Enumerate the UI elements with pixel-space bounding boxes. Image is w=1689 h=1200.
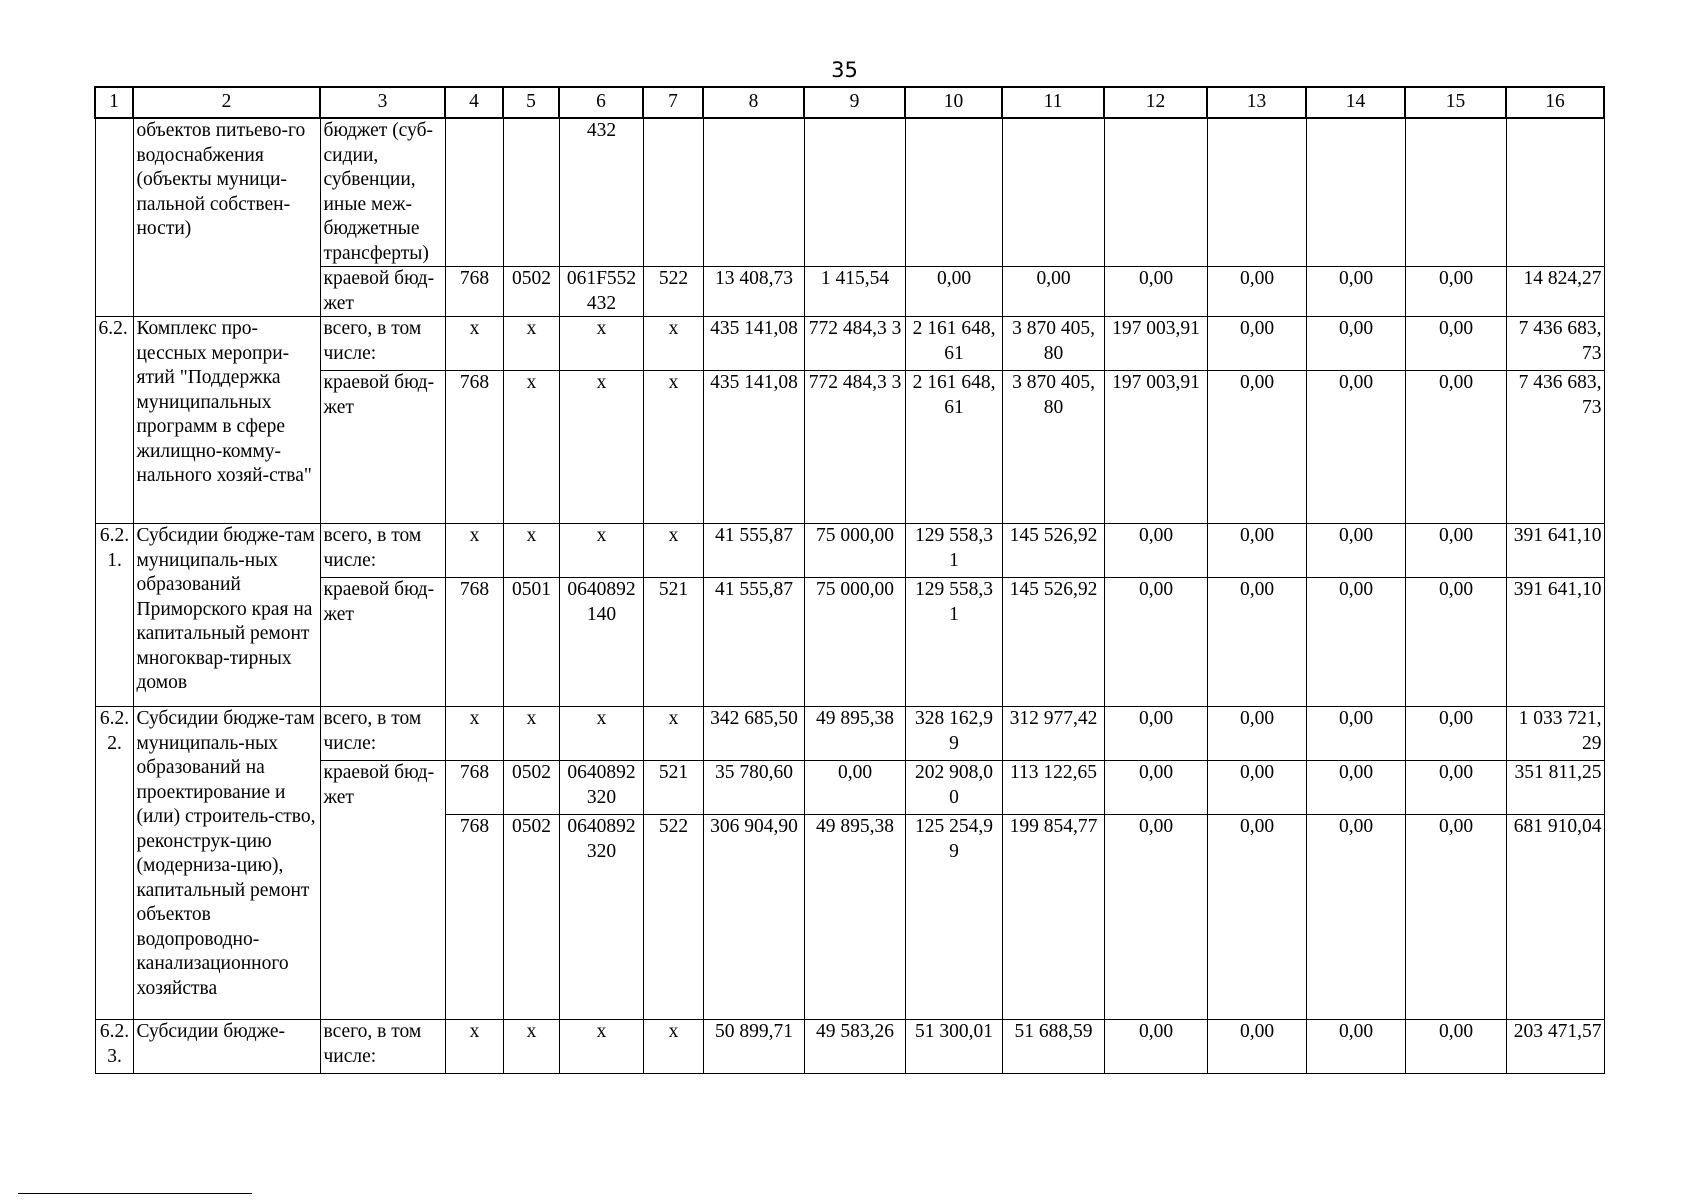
cell: 197 003,91	[1104, 371, 1207, 524]
column-number: 13	[1207, 87, 1306, 118]
column-number: 10	[905, 87, 1002, 118]
cell: 0,00	[1405, 707, 1506, 761]
cell: 0,00	[1104, 815, 1207, 1020]
cell: 0502	[503, 267, 559, 317]
cell: 49 895,38	[804, 815, 905, 1020]
cell: 768	[445, 578, 503, 707]
cell: 768	[445, 761, 503, 815]
cell: 768	[445, 267, 503, 317]
cell: 0,00	[1306, 578, 1405, 707]
cell: x	[559, 371, 643, 524]
cell: 49 583,26	[804, 1020, 905, 1074]
cell: 199 854,77	[1002, 815, 1104, 1020]
cell: 772 484,3 3	[804, 371, 905, 524]
cell: 0,00	[1104, 267, 1207, 317]
funding-source: краевой бюд-жет	[320, 578, 445, 707]
cell: 0,00	[1405, 524, 1506, 578]
cell: 342 685,50	[703, 707, 804, 761]
cell: x	[559, 524, 643, 578]
funding-source: всего, в том числе:	[320, 707, 445, 761]
cell: 13 408,73	[703, 267, 804, 317]
cell: 2 161 648, 61	[905, 371, 1002, 524]
cell: 0,00	[1207, 317, 1306, 371]
cell: 0640892 320	[559, 761, 643, 815]
funding-source: краевой бюд-жет	[320, 371, 445, 524]
item-number: 6.2. 3.	[95, 1020, 133, 1074]
cell: 125 254,9 9	[905, 815, 1002, 1020]
cell: 0,00	[1104, 524, 1207, 578]
cell: 0,00	[1306, 761, 1405, 815]
cell: 0,00	[1207, 761, 1306, 815]
cell: 522	[643, 815, 703, 1020]
cell: 202 908,0 0	[905, 761, 1002, 815]
cell: 75 000,00	[804, 524, 905, 578]
cell: 0,00	[1306, 371, 1405, 524]
column-number: 7	[643, 87, 703, 118]
cell: 0,00	[905, 267, 1002, 317]
cell: 49 895,38	[804, 707, 905, 761]
cell	[703, 118, 804, 267]
cell: x	[559, 317, 643, 371]
cell: x	[503, 524, 559, 578]
cell: 0,00	[1207, 815, 1306, 1020]
column-number: 15	[1405, 87, 1506, 118]
column-number: 3	[320, 87, 445, 118]
cell: 0,00	[1306, 707, 1405, 761]
cell: x	[643, 1020, 703, 1074]
cell: 0,00	[1207, 371, 1306, 524]
column-number: 1	[95, 87, 133, 118]
cell: 435 141,08	[703, 317, 804, 371]
cell: 521	[643, 761, 703, 815]
cell	[1306, 118, 1405, 267]
cell: x	[559, 707, 643, 761]
cell: 432	[559, 118, 643, 267]
table-row	[95, 524, 1604, 578]
cell	[1002, 118, 1104, 267]
cell	[1207, 118, 1306, 267]
cell	[1104, 118, 1207, 267]
cell: 0,00	[804, 761, 905, 815]
cell: 391 641,10	[1506, 578, 1604, 707]
item-name: Комплекс про-цессных меропри-ятий "Поддержка муниципальных программ в сфере жилищно-комму-нального хозяй-ства"	[133, 317, 320, 524]
cell: 0640892 140	[559, 578, 643, 707]
cell: 0,00	[1405, 761, 1506, 815]
cell: 203 471,57	[1506, 1020, 1604, 1074]
cell: 113 122,65	[1002, 761, 1104, 815]
cell: 351 811,25	[1506, 761, 1604, 815]
cell: 768	[445, 815, 503, 1020]
cell: 1 415,54	[804, 267, 905, 317]
item-name: Субсидии бюдже-	[133, 1020, 320, 1074]
cell: 061F552 432	[559, 267, 643, 317]
cell	[905, 118, 1002, 267]
item-number	[95, 118, 133, 317]
table-row	[95, 371, 1604, 524]
item-name: объектов питьево-го водоснабжения (объекты муници-пальной собствен-ности)	[133, 118, 320, 317]
cell: 0,00	[1306, 1020, 1405, 1074]
table-row	[95, 578, 1604, 707]
cell: 35 780,60	[703, 761, 804, 815]
column-number: 5	[503, 87, 559, 118]
cell: 312 977,42	[1002, 707, 1104, 761]
cell: 328 162,9 9	[905, 707, 1002, 761]
cell: 391 641,10	[1506, 524, 1604, 578]
item-number: 6.2. 2.	[95, 707, 133, 1020]
cell: 0,00	[1306, 317, 1405, 371]
funding-source: бюджет (суб-сидии, субвенции, иные меж-бюджетные трансферты)	[320, 118, 445, 267]
cell: 0,00	[1207, 578, 1306, 707]
cell: 7 436 683, 73	[1506, 371, 1604, 524]
cell: 41 555,87	[703, 578, 804, 707]
cell: 0,00	[1306, 815, 1405, 1020]
cell: 51 300,01	[905, 1020, 1002, 1074]
cell: 0,00	[1104, 761, 1207, 815]
column-number: 12	[1104, 87, 1207, 118]
cell: 772 484,3 3	[804, 317, 905, 371]
cell: 0,00	[1002, 267, 1104, 317]
cell: 129 558,3 1	[905, 578, 1002, 707]
cell: x	[643, 317, 703, 371]
table-row	[95, 118, 1604, 267]
cell: x	[445, 524, 503, 578]
item-name: Субсидии бюдже-там муниципаль-ных образований Приморского края на капитальный ремонт многоквар-тирных домов	[133, 524, 320, 707]
cell: 1 033 721, 29	[1506, 707, 1604, 761]
cell: 0640892 320	[559, 815, 643, 1020]
cell: 3 870 405, 80	[1002, 371, 1104, 524]
cell: 41 555,87	[703, 524, 804, 578]
cell: 435 141,08	[703, 371, 804, 524]
cell	[804, 118, 905, 267]
cell: 0,00	[1207, 707, 1306, 761]
cell: x	[445, 317, 503, 371]
cell: 129 558,3 1	[905, 524, 1002, 578]
cell: 0,00	[1405, 1020, 1506, 1074]
cell: 14 824,27	[1506, 267, 1604, 317]
cell	[1506, 118, 1604, 267]
cell: 50 899,71	[703, 1020, 804, 1074]
cell: x	[643, 371, 703, 524]
table-row	[95, 761, 1604, 815]
cell: x	[445, 1020, 503, 1074]
cell: 7 436 683, 73	[1506, 317, 1604, 371]
column-number: 16	[1506, 87, 1604, 118]
cell: 145 526,92	[1002, 524, 1104, 578]
page-number: 35	[831, 58, 858, 82]
cell: 681 910,04	[1506, 815, 1604, 1020]
column-number: 9	[804, 87, 905, 118]
cell: x	[503, 317, 559, 371]
column-number: 8	[703, 87, 804, 118]
cell: 0,00	[1104, 578, 1207, 707]
column-number: 4	[445, 87, 503, 118]
cell: x	[503, 371, 559, 524]
cell: 0,00	[1306, 267, 1405, 317]
cell	[445, 118, 503, 267]
item-number: 6.2.	[95, 317, 133, 524]
funding-source: краевой бюд-жет	[320, 761, 445, 1020]
funding-source: всего, в том числе:	[320, 317, 445, 371]
budget-table	[94, 86, 1605, 1074]
cell: 0,00	[1405, 267, 1506, 317]
table-row	[95, 707, 1604, 761]
table-row	[95, 317, 1604, 371]
cell: 521	[643, 578, 703, 707]
cell: 0,00	[1207, 524, 1306, 578]
column-number: 6	[559, 87, 643, 118]
cell: 0,00	[1207, 267, 1306, 317]
cell: 0,00	[1405, 578, 1506, 707]
cell: 145 526,92	[1002, 578, 1104, 707]
cell: x	[643, 524, 703, 578]
cell: 0,00	[1207, 1020, 1306, 1074]
cell: 0,00	[1104, 1020, 1207, 1074]
cell: 768	[445, 371, 503, 524]
cell: x	[503, 707, 559, 761]
cell: 3 870 405, 80	[1002, 317, 1104, 371]
cell	[1405, 118, 1506, 267]
footnote-separator	[18, 1193, 252, 1194]
cell: x	[643, 707, 703, 761]
item-number: 6.2. 1.	[95, 524, 133, 707]
cell: 0,00	[1104, 707, 1207, 761]
cell: 51 688,59	[1002, 1020, 1104, 1074]
column-number: 11	[1002, 87, 1104, 118]
cell: 75 000,00	[804, 578, 905, 707]
cell: 0502	[503, 761, 559, 815]
funding-source: краевой бюд-жет	[320, 267, 445, 317]
cell: x	[559, 1020, 643, 1074]
cell: 0,00	[1405, 317, 1506, 371]
cell: x	[445, 707, 503, 761]
cell: 197 003,91	[1104, 317, 1207, 371]
cell	[503, 118, 559, 267]
cell	[643, 118, 703, 267]
cell: 0501	[503, 578, 559, 707]
item-name: Субсидии бюдже-там муниципаль-ных образований на проектирование и (или) строитель-ство, реконструк-цию (модерниза-цию), капитальный ремонт объектов водопроводно-канализационного хозяйства	[133, 707, 320, 1020]
column-number: 14	[1306, 87, 1405, 118]
column-number: 2	[133, 87, 320, 118]
cell: 0,00	[1405, 815, 1506, 1020]
table-row	[95, 267, 1604, 317]
cell: 306 904,90	[703, 815, 804, 1020]
funding-source: всего, в том числе:	[320, 524, 445, 578]
funding-source: всего, в том числе:	[320, 1020, 445, 1074]
cell: x	[503, 1020, 559, 1074]
cell: 2 161 648, 61	[905, 317, 1002, 371]
table-row	[95, 1020, 1604, 1074]
cell: 0,00	[1405, 371, 1506, 524]
cell: 522	[643, 267, 703, 317]
cell: 0,00	[1306, 524, 1405, 578]
cell: 0502	[503, 815, 559, 1020]
column-number-row	[95, 87, 1604, 118]
